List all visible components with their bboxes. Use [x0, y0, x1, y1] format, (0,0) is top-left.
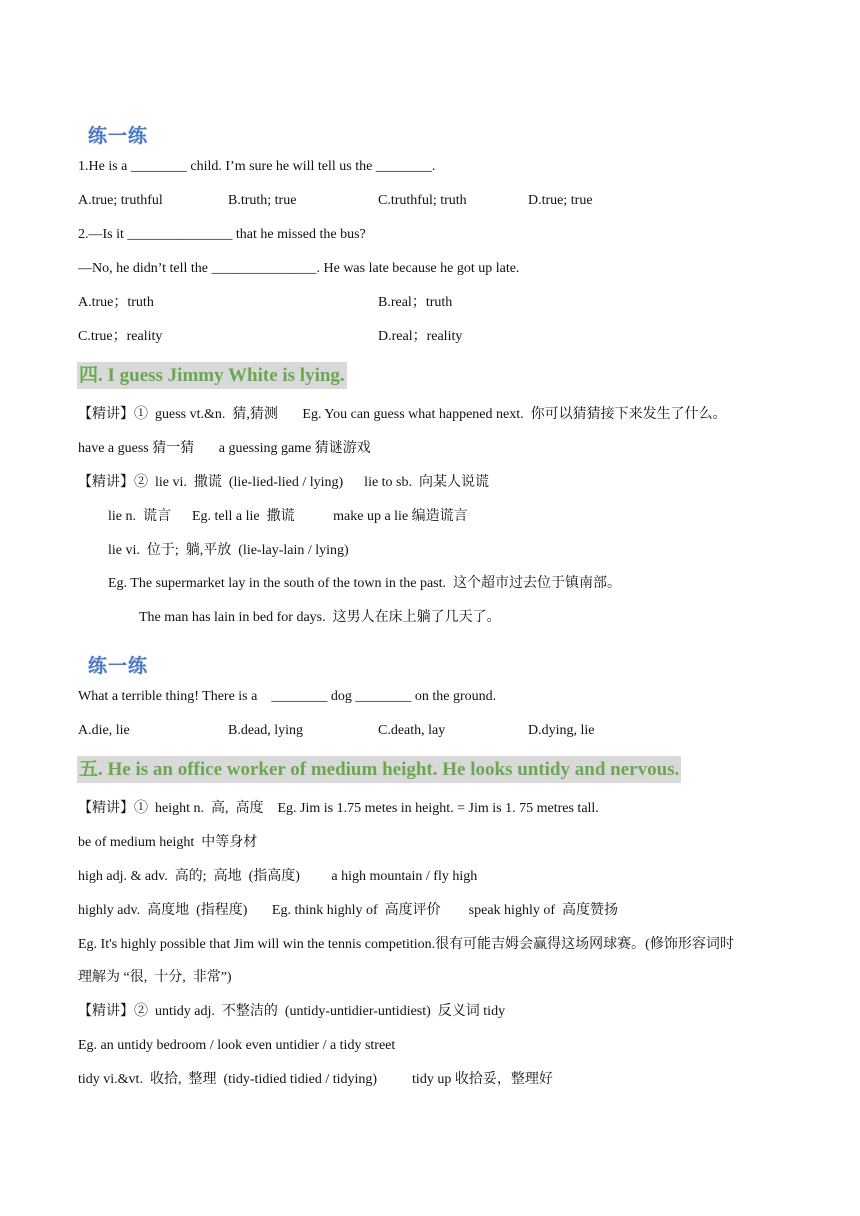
q2-option-d: D.real；reality	[378, 329, 463, 344]
section-5-line: high adj. & adv. 高的; 高地 (指高度) a high mountain / fly high	[78, 869, 478, 884]
p2-option-b: B.dead, lying	[228, 723, 304, 738]
section-4-line: 【精讲】① guess vt.&n. 猜,猜测 Eg. You can guess what happened next. 你可以猜猜接下来发生了什么。	[78, 407, 727, 422]
practice-title: 练一练	[88, 125, 149, 147]
section-5-line: Eg. It's highly possible that Jim will win the tennis competition.很有可能吉姆会赢得这场网球赛。(修饰形容词时	[78, 937, 734, 952]
q1-option-b: B.truth; true	[228, 193, 297, 208]
p2-option-a: A.die, lie	[78, 723, 130, 738]
section-4-heading: 四. I guess Jimmy White is lying.	[77, 362, 347, 389]
section-5-line: 【精讲】① height n. 高, 高度 Eg. Jim is 1.75 metes in height. = Jim is 1. 75 metres tall.	[78, 801, 599, 816]
p2-option-c: C.death, lay	[378, 723, 446, 738]
section-4-line: have a guess 猜一猜 a guessing game 猜谜游戏	[78, 441, 371, 456]
q2-option-b: B.real；truth	[378, 295, 453, 310]
section-5-line: 理解为 “很, 十分, 非常”)	[78, 970, 232, 985]
question-2: 2.—Is it _______________ that he missed the bus?	[78, 227, 366, 242]
section-4-line: lie vi. 位于; 躺,平放 (lie-lay-lain / lying)	[108, 543, 349, 558]
section-5-heading: 五. He is an office worker of medium height. He looks untidy and nervous.	[77, 756, 681, 783]
question-2-reply: —No, he didn’t tell the _______________. He was late because he got up late.	[78, 261, 520, 276]
q1-option-c: C.truthful; truth	[378, 193, 467, 208]
section-4-line: 【精讲】② lie vi. 撒谎 (lie-lied-lied / lying) lie to sb. 向某人说谎	[78, 475, 490, 490]
p2-option-d: D.dying, lie	[528, 723, 595, 738]
section-4-line: Eg. The supermarket lay in the south of the town in the past. 这个超市过去位于镇南部。	[108, 576, 622, 591]
section-4-line: lie n. 谎言 Eg. tell a lie 撒谎 make up a lie 编造谎言	[108, 509, 468, 524]
section-5-line: tidy vi.&vt. 收拾, 整理 (tidy-tidied tidied / tidying) tidy up 收拾妥，整理好	[78, 1072, 553, 1087]
section-4-line: The man has lain in bed for days. 这男人在床上躺了几天了。	[139, 610, 501, 625]
q1-option-d: D.true; true	[528, 193, 593, 208]
section-5-line: highly adv. 高度地 (指程度) Eg. think highly of 高度评价 speak highly of 高度赞扬	[78, 903, 618, 918]
practice-2-question: What a terrible thing! There is a ________ dog ________ on the ground.	[78, 689, 497, 704]
question-1: 1.He is a ________ child. I’m sure he will tell us the ________.	[78, 159, 436, 174]
section-5-line: Eg. an untidy bedroom / look even untidier / a tidy street	[78, 1038, 396, 1053]
section-5-line: 【精讲】② untidy adj. 不整洁的 (untidy-untidier-untidiest) 反义词 tidy	[78, 1004, 506, 1019]
q1-option-a: A.true; truthful	[78, 193, 163, 208]
section-5-line: be of medium height 中等身材	[78, 835, 258, 850]
q2-option-a: A.true；truth	[78, 295, 154, 310]
q2-option-c: C.true；reality	[78, 329, 163, 344]
practice-title: 练一练	[88, 655, 149, 677]
